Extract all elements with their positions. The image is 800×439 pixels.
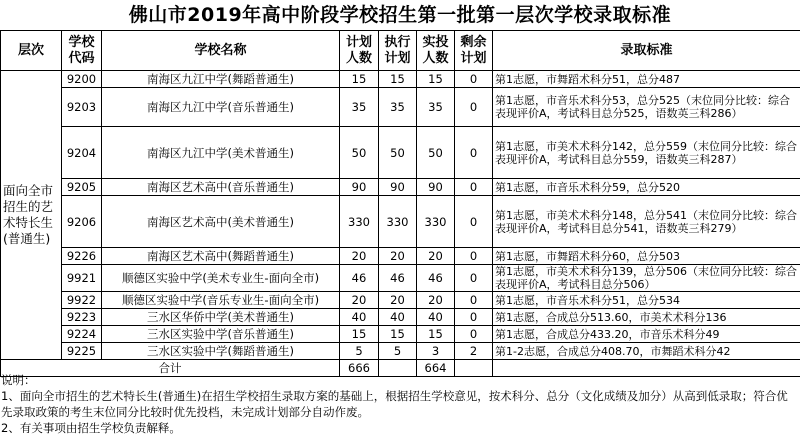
plan-count: 20	[340, 248, 379, 265]
school-name: 三水区实验中学(舞蹈普通生)	[102, 343, 340, 360]
actual-count: 330	[417, 196, 455, 248]
table-row	[1, 88, 800, 127]
actual-count: 35	[417, 88, 455, 127]
header-remain: 剩余 计划	[455, 31, 493, 71]
admission-standard: 第1志愿，市舞蹈术科分51，总分487	[493, 71, 800, 88]
plan-count: 40	[340, 309, 379, 326]
plan-count: 35	[340, 88, 379, 127]
exec-plan: 20	[379, 248, 417, 265]
notes-line-1: 1、面向全市招生的艺术特长生(普通生)在招生学校招生录取方案的基础上，根据招生学校意见，按术科分、总分（文化成绩及加分）从高到低录取；符合优先录取政策的考生末位同分比较时优先投档，未完成计划部分自动作废。	[1, 389, 788, 419]
table-row	[1, 248, 800, 265]
plan-count: 15	[340, 71, 379, 88]
header-actual: 实投 人数	[417, 31, 455, 71]
remaining-plan: 0	[455, 196, 493, 248]
actual-count: 15	[417, 71, 455, 88]
school-code: 9204	[62, 127, 102, 179]
school-code: 9205	[62, 179, 102, 196]
exec-plan: 40	[379, 309, 417, 326]
school-name: 顺德区实验中学(音乐专业生-面向全市)	[102, 292, 340, 309]
header-name: 学校名称	[102, 31, 340, 71]
school-code: 9206	[62, 196, 102, 248]
total-plan: 666	[340, 360, 379, 377]
school-name: 三水区实验中学(音乐普通生)	[102, 326, 340, 343]
school-name: 南海区九江中学(美术普通生)	[102, 127, 340, 179]
notes	[1, 372, 799, 436]
remaining-plan: 0	[455, 326, 493, 343]
actual-count: 40	[417, 309, 455, 326]
header-row	[1, 31, 800, 71]
table-row	[1, 265, 800, 292]
exec-plan: 90	[379, 179, 417, 196]
school-name: 南海区艺术高中(舞蹈普通生)	[102, 248, 340, 265]
table-row	[1, 343, 800, 360]
remaining-plan: 0	[455, 265, 493, 292]
school-name: 南海区艺术高中(美术普通生)	[102, 196, 340, 248]
total-label: 合计	[1, 360, 340, 377]
plan-count: 50	[340, 127, 379, 179]
table-row	[1, 196, 800, 248]
admission-standard: 第1志愿，市舞蹈术科分60，总分503	[493, 248, 800, 265]
header-standard: 录取标准	[493, 31, 800, 71]
table-row	[1, 326, 800, 343]
page-title: 佛山市2019年高中阶段学校招生第一批第一层次学校录取标准	[128, 4, 672, 26]
admission-standard: 第1志愿，合成总分513.60，市美术术科分136	[493, 309, 800, 326]
actual-count: 20	[417, 248, 455, 265]
school-code: 9224	[62, 326, 102, 343]
exec-plan: 5	[379, 343, 417, 360]
remaining-plan: 2	[455, 343, 493, 360]
remaining-plan: 0	[455, 248, 493, 265]
school-code: 9203	[62, 88, 102, 127]
school-code: 9225	[62, 343, 102, 360]
exec-plan: 15	[379, 71, 417, 88]
notes-heading: 说明：	[1, 373, 36, 387]
admission-standard: 第1志愿，市美术术科分148，总分541（末位同分比较：综合表现评价A，考试科目总分541，语数英三科279）	[493, 196, 800, 248]
table-row	[1, 292, 800, 309]
total-actual: 664	[417, 360, 455, 377]
school-name: 南海区艺术高中(音乐普通生)	[102, 179, 340, 196]
admission-standard: 第1志愿，市美术术科分139，总分506（末位同分比较：综合表现评价A，考试科目总分506）	[493, 265, 800, 292]
table-row	[1, 71, 800, 88]
exec-plan: 330	[379, 196, 417, 248]
school-name: 南海区九江中学(舞蹈普通生)	[102, 71, 340, 88]
admission-standard: 第1-2志愿，合成总分408.70，市舞蹈术科分42	[493, 343, 800, 360]
actual-count: 90	[417, 179, 455, 196]
admission-standard: 第1志愿，市音乐术科分59，总分520	[493, 179, 800, 196]
remaining-plan: 0	[455, 71, 493, 88]
exec-plan: 46	[379, 265, 417, 292]
table-row	[1, 179, 800, 196]
plan-count: 90	[340, 179, 379, 196]
header-plan: 计划 人数	[340, 31, 379, 71]
remaining-plan: 0	[455, 127, 493, 179]
actual-count: 20	[417, 292, 455, 309]
notes-line-2: 2、有关事项由招生学校负责解释。	[1, 421, 181, 435]
admission-standard: 第1志愿，合成总分433.20，市音乐术科分49	[493, 326, 800, 343]
actual-count: 15	[417, 326, 455, 343]
exec-plan: 50	[379, 127, 417, 179]
school-code: 9226	[62, 248, 102, 265]
plan-count: 15	[340, 326, 379, 343]
plan-count: 330	[340, 196, 379, 248]
school-name: 顺德区实验中学(美术专业生-面向全市)	[102, 265, 340, 292]
level-cell: 面向全市 招生的艺 术特长生 (普通生)	[1, 71, 62, 360]
table-row	[1, 309, 800, 326]
header-exec: 执行 计划	[379, 31, 417, 71]
school-name: 三水区华侨中学(美术普通生)	[102, 309, 340, 326]
remaining-plan: 0	[455, 88, 493, 127]
admission-standard: 第1志愿，市音乐术科分51，总分534	[493, 292, 800, 309]
exec-plan: 15	[379, 326, 417, 343]
admission-table	[0, 30, 800, 377]
actual-count: 46	[417, 265, 455, 292]
exec-plan: 20	[379, 292, 417, 309]
header-code: 学校 代码	[62, 31, 102, 71]
table-row	[1, 127, 800, 179]
school-code: 9921	[62, 265, 102, 292]
actual-count: 3	[417, 343, 455, 360]
plan-count: 20	[340, 292, 379, 309]
plan-count: 46	[340, 265, 379, 292]
header-level: 层次	[1, 31, 62, 71]
exec-plan: 35	[379, 88, 417, 127]
remaining-plan: 0	[455, 179, 493, 196]
actual-count: 50	[417, 127, 455, 179]
remaining-plan: 0	[455, 309, 493, 326]
admission-standard: 第1志愿，市美术术科分142，总分559（末位同分比较：综合表现评价A，考试科目总分559，语数英三科287）	[493, 127, 800, 179]
school-code: 9200	[62, 71, 102, 88]
admission-standard: 第1志愿，市音乐术科分53，总分525（末位同分比较：综合表现评价A，考试科目总分525，语数英三科286）	[493, 88, 800, 127]
remaining-plan: 0	[455, 292, 493, 309]
plan-count: 5	[340, 343, 379, 360]
school-name: 南海区九江中学(音乐普通生)	[102, 88, 340, 127]
school-code: 9223	[62, 309, 102, 326]
school-code: 9922	[62, 292, 102, 309]
